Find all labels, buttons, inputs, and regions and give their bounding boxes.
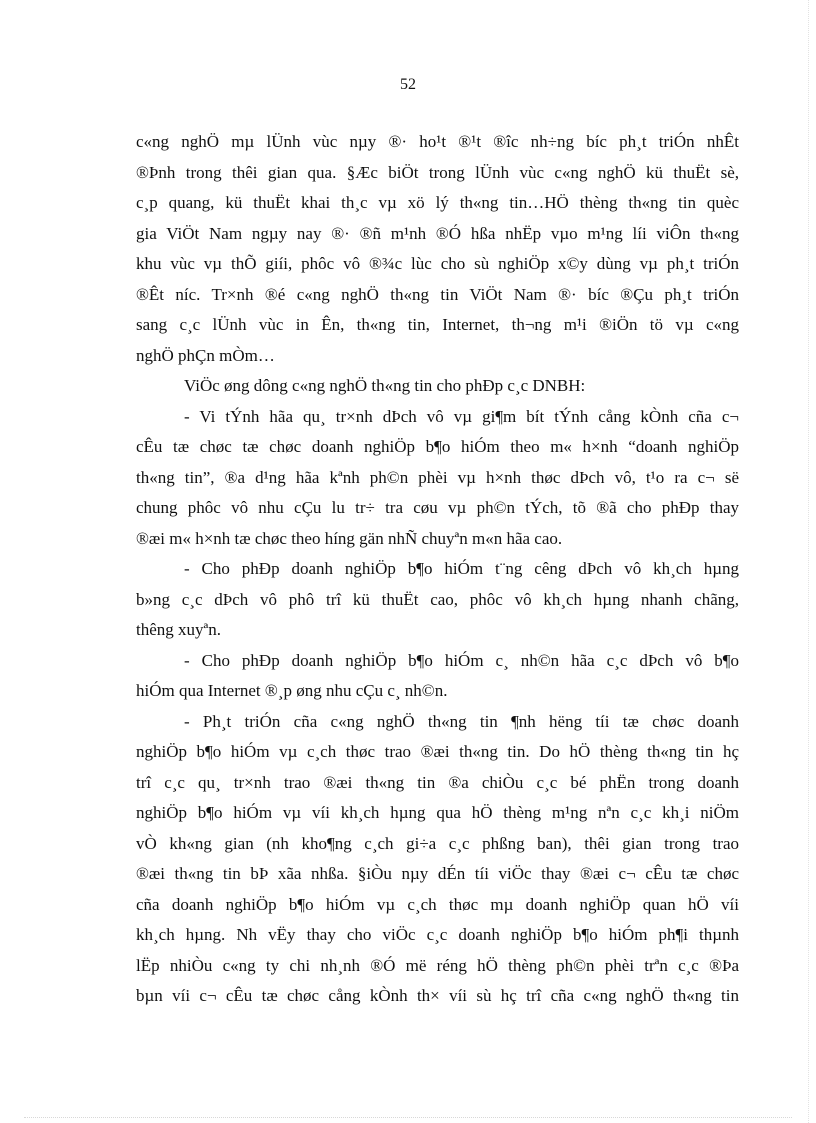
text-line: - Cho phÐp doanh nghiÖp b¶o hiÓm c¸ nh©n hãa c¸c dÞch vô b¶o [184, 650, 739, 670]
text-line: cÊu tæ chøc tæ chøc doanh nghiÖp b¶o hiÓm theo m« h×nh “doanh nghiÖp [136, 437, 739, 456]
text-line: cña doanh nghiÖp b¶o hiÓm vµ c¸ch thøc mµ doanh nghiÖp quan hÖ víi [136, 894, 739, 914]
text-line: bµn víi c¬ cÊu tæ chøc cång kÒnh th× víi sù hç trî cña c«ng nghÖ th«ng tin [136, 986, 739, 1005]
right-dotted-rule [808, 0, 809, 1123]
text-line: ®Êt níc. Tr×nh ®é c«ng nghÖ th«ng tin ViÖt Nam ®· bíc ®Çu ph¸t triÓn [136, 284, 739, 304]
body-text [136, 127, 739, 1012]
text-line: trî c¸c qu¸ tr×nh trao ®æi th«ng tin ®a chiÒu c¸c bé phËn trong doanh [136, 772, 739, 792]
text-line: c¸p quang, kü thuËt khai th¸c vµ xö lý th«ng tin…HÖ thèng th«ng tin quèc [136, 193, 739, 212]
text-line: gia ViÖt Nam ngµy nay ®· ®ñ m¹nh ®Ó hßa nhËp vµo m¹ng líi viÔn th«ng [136, 223, 739, 243]
text-line: thêng xuyªn. [136, 620, 221, 639]
text-line: khu vùc vµ thÕ giíi, phôc vô ®¾c lùc cho sù nghiÖp x©y dùng vµ ph¸t triÓn [136, 254, 739, 273]
text-line: th«ng tin”, ®a d¹ng hãa kªnh ph©n phèi vµ h×nh thøc dÞch vô, t¹o ra c¬ së [136, 467, 739, 487]
text-line: kh¸ch hµng. Nh vËy thay cho viÖc c¸c doanh nghiÖp b¶o hiÓm ph¶i thµnh [136, 925, 739, 944]
text-line: - Ph¸t triÓn cña c«ng nghÖ th«ng tin ¶nh hëng tíi tæ chøc doanh [184, 711, 739, 731]
text-line: nghiÖp b¶o hiÓm vµ c¸ch thøc trao ®æi th«ng tin. Do hÖ thèng th«ng tin hç [136, 742, 739, 761]
text-line: nghiÖp b¶o hiÓm vµ víi kh¸ch hµng qua hÖ thèng m¹ng nªn c¸c kh¸i niÖm [136, 803, 739, 822]
text-line: ViÖc øng dông c«ng nghÖ th«ng tin cho phÐp c¸c DNBH: [184, 376, 586, 395]
text-line: nghÖ phÇn mÒm… [136, 345, 275, 365]
text-line: vÒ kh«ng gian (nh kho¶ng c¸ch gi÷a c¸c phßng ban), thêi gian trong trao [136, 833, 739, 853]
text-line: ®æi m« h×nh tæ chøc theo híng gän nhÑ chuyªn m«n hãa cao. [136, 528, 563, 548]
text-line: b»ng c¸c dÞch vô phô trî kü thuËt cao, phôc vô kh¸ch hµng nhanh chãng, [136, 589, 739, 609]
text-line: - Vi tÝnh hãa qu¸ tr×nh dÞch vô vµ gi¶m bít tÝnh cång kÒnh cña c¬ [184, 406, 739, 426]
text-line: lËp nhiÒu c«ng ty chi nh¸nh ®Ó më réng hÖ thèng ph©n phèi trªn c¸c ®Þa [136, 955, 739, 975]
text-line: c«ng nghÖ mµ lÜnh vùc nµy ®· ho¹t ®¹t ®îc nh÷ng bíc ph¸t triÓn nhÊt [136, 132, 739, 151]
text-line: ®Þnh trong thêi gian qua. §Æc biÖt trong lÜnh vùc c«ng nghÖ kü thuËt sè, [136, 162, 739, 182]
text-line: ®æi th«ng tin bÞ xãa nhßa. §iÒu nµy dÉn tíi viÖc thay ®æi c¬ cÊu tæ chøc [136, 864, 739, 883]
text-line: chung phôc vô nhu cÇu lu tr÷ tra cøu vµ ph©n tÝch, tõ ®ã cho phÐp thay [136, 498, 739, 517]
text-line: - Cho phÐp doanh nghiÖp b¶o hiÓm t¨ng cêng dÞch vô kh¸ch hµng [184, 559, 739, 578]
page-number: 52 [400, 76, 416, 93]
text-line: hiÓm qua Internet ®¸p øng nhu cÇu c¸ nh©n. [136, 681, 448, 700]
bottom-dotted-rule [24, 1117, 792, 1118]
text-line: sang c¸c lÜnh vùc in Ên, th«ng tin, Internet, th¬ng m¹i ®iÖn tö vµ c«ng [136, 315, 739, 334]
